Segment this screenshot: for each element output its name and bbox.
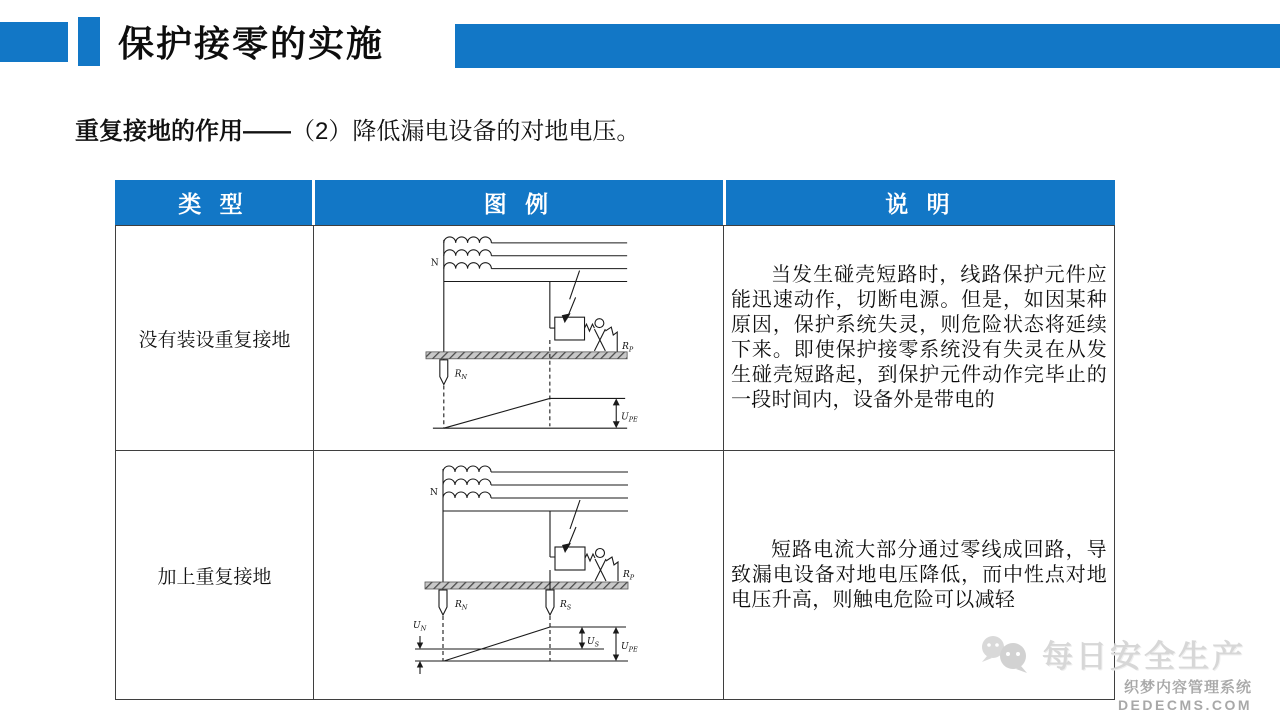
- cms-watermark: [1118, 676, 1252, 713]
- page-title: 保护接零的实施: [118, 23, 385, 64]
- circuit-diagram-without-repeated-grounding: [410, 228, 655, 448]
- person-figure: [595, 319, 604, 328]
- label-rp: $R_P$: [622, 341, 634, 354]
- watermark-brand-text: 每日安全生产: [1042, 639, 1246, 674]
- brand-watermark: [978, 631, 1246, 676]
- table-body: [115, 225, 1115, 700]
- label-neutral: N: [430, 488, 438, 498]
- cms-name: 织梦内容管理系统: [1123, 679, 1252, 696]
- transformer-and-lines: [444, 237, 627, 360]
- title-accent-bar-left: [78, 17, 100, 66]
- ground-electrode-repeated: [546, 590, 554, 615]
- transformer-and-lines: [443, 466, 628, 590]
- wechat-logo-icon: [978, 633, 1034, 675]
- fault-lightning-icon: [567, 500, 580, 549]
- column-header-diagram: 图 例: [312, 180, 723, 225]
- label-us: $U_S$: [587, 637, 600, 649]
- table-row-1-explanation-cell: [723, 226, 1114, 450]
- title-accent-bar-right: [455, 24, 1280, 68]
- ground-bar: [426, 352, 627, 359]
- label-neutral: N: [430, 258, 439, 269]
- subtitle-normal: （2）降低漏电设备的对地电压。: [291, 118, 641, 145]
- label-un: $U_N$: [413, 621, 427, 633]
- table-header-row: [115, 180, 1115, 225]
- table-row-2-explanation: 短路电流大部分通过零线成回路，导致漏电设备对地电压降低，而中性点对地电压升高，则触电危险可以减轻: [731, 538, 1107, 611]
- ground-bar: [425, 582, 628, 589]
- person-figure: [596, 549, 605, 558]
- table-row-1-explanation: 当发生碰壳短路时，线路保护元件应能迅速动作，切断电源。但是，如因某种原因，保护系统失灵，则危险状态将延续下来。即使保护接零系统没有失灵在从发生碰壳短路起，到保护元件动作完毕止的一段时间内，设备外是带电的: [731, 264, 1107, 411]
- circuit-diagram-with-repeated-grounding: [410, 459, 655, 691]
- subtitle-bold: 重复接地的作用——: [75, 118, 291, 145]
- label-upe: $U_{PE}$: [621, 412, 638, 424]
- label-upe: $U_{PE}$: [621, 642, 638, 654]
- fault-lightning-icon: [567, 271, 580, 320]
- table-row-1-diagram-cell: [313, 226, 723, 450]
- label-rn: $R_N$: [455, 600, 468, 612]
- column-header-type: 类 型: [115, 180, 312, 225]
- table-row-2-diagram-cell: [313, 450, 723, 699]
- table-row-1-type: 没有装设重复接地: [138, 329, 291, 351]
- subtitle: [75, 111, 640, 146]
- ground-electrode-neutral: [439, 590, 447, 615]
- cms-domain: DEDECMS.COM: [1117, 697, 1252, 713]
- ground-electrode: [440, 360, 448, 385]
- label-rs: $R_S$: [560, 600, 572, 612]
- title-accent-square: [0, 22, 68, 62]
- column-header-explanation: 说 明: [723, 180, 1115, 225]
- table-row-2-type: 加上重复接地: [116, 450, 313, 699]
- label-rn: $R_N$: [454, 369, 468, 382]
- label-rp: $R_P$: [623, 570, 635, 582]
